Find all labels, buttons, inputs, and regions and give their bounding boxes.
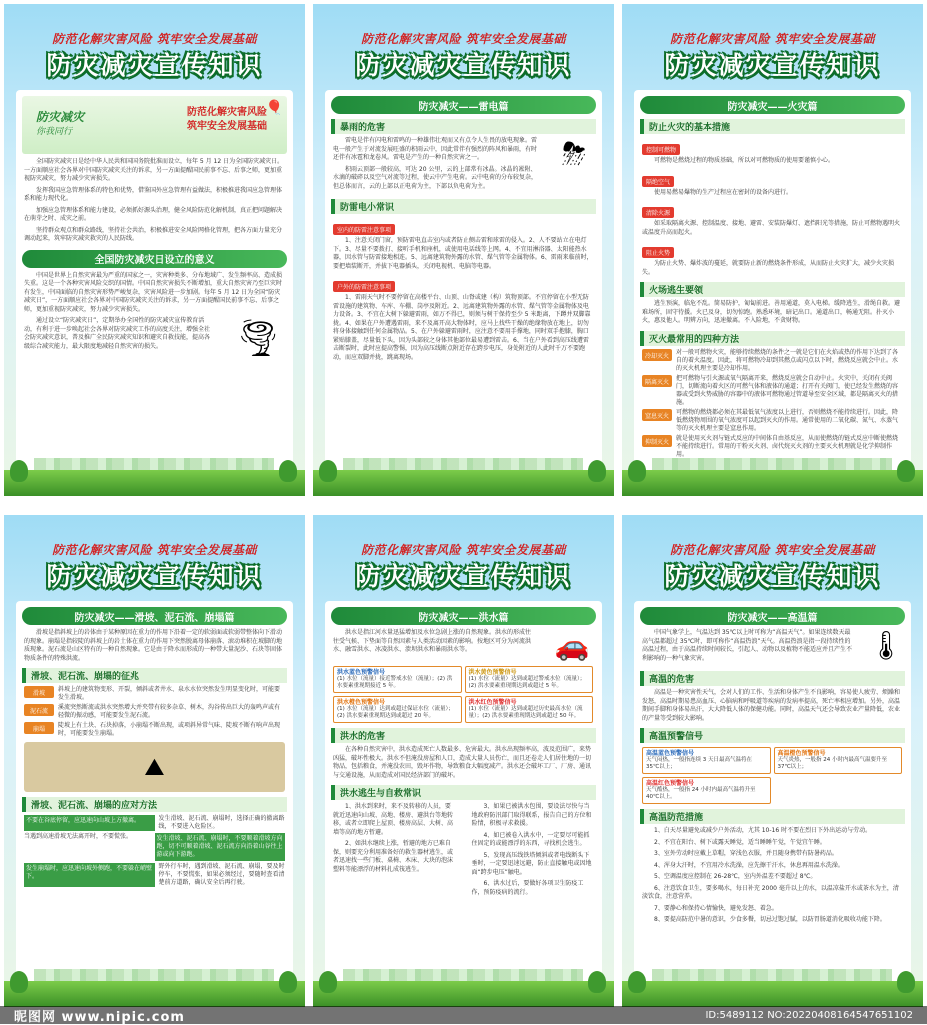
warning-text: 天气炎热，一般指 24 小时内最高气温要升至 37℃以上； [777, 757, 887, 770]
poster-panel-2 [313, 4, 614, 496]
grass [622, 981, 923, 1007]
sign-row [24, 722, 285, 738]
paragraph: 通过设立“防灾减灾日”，定期举办全国性的防灾减灾宣传教育活动，有利于进一步唤起社会各界对防灾减灾工作的高度关注，增强全社会防灾减灾意识，普及推广全民防灾减灾知识和避灾自救技能，提高各级综合减灾能力，最大限度地减轻自然灾害的损失。 [24, 317, 211, 350]
tag: 室内的防雷注意事项 [333, 224, 395, 235]
response-tip: 发生崩塌时，应迅速向坡外侧跑，不要躲在峭壁下。 [24, 863, 155, 887]
slogan: 防范化解灾害风险 筑牢安全发展基础 [361, 543, 566, 557]
sub-header: 洪水逃生与自救常识 [331, 785, 596, 800]
sub-header: 滑坡、泥石流、崩塌的征兆 [22, 668, 287, 683]
sign-text: 溪流突然断流或洪水突然增大并夹带有较多杂草、树木，沟谷传出巨大的轰鸣声或有轻微的振动感，可能要发生泥石流。 [58, 704, 281, 719]
paragraph: 2、不宜在阳台、树下或露天睡觉，适当睡睡午觉，午觉宜午睡。 [654, 838, 826, 846]
warning-text: (1) 水位（流量）达到或超过警戒水位（流量）；(2) 洪水要素重现期达到或超过 5 年。 [468, 676, 586, 689]
paragraph: 5、空调温度应控制在 26-28℃，室内外温差不要超过 8℃。 [654, 873, 817, 880]
content-card [16, 90, 293, 470]
flood-car-icon: 🚗 [554, 629, 590, 662]
section-header: 防灾减灾——雷电篇 [331, 96, 596, 114]
paragraph: 1、洪水到来时，来不及转移的人员，要就近迅速向山坡、高地、楼房、避洪台等地转移，或者立即爬上屋顶、楼房高层、大树、高墙等高的地方暂避。 [333, 803, 454, 836]
banner-title: 防灾减灾 [36, 110, 85, 124]
method-text: 把可燃物与引火源或氧气隔离开来，燃烧反应就会自动中止。火灾中，关闭有关阀门，切断流向着火区的可燃气体和液体的通道；打开有关阀门，使已经发生燃烧的容器或受到火势威胁的容器中的液体可燃物通过管道导至安全区域，都是隔离灭火的措施。 [676, 374, 899, 406]
banner-slogan [187, 106, 267, 134]
sub-header: 火场逃生要领 [640, 282, 905, 297]
tag: 清除火源 [642, 207, 674, 218]
sign-tag: 崩塌 [24, 722, 54, 734]
paragraph: 3、如果已被洪水包围，要设法尽快与当地政府防汛部门取得联系，报告自己的方位和险情，积极寻求救援。 [471, 803, 592, 827]
method-row [642, 349, 903, 373]
paragraph: 4、如已被卷入洪水中，一定要尽可能抓住固定的或能漂浮的东西，寻找机会逃生。 [471, 831, 590, 847]
tree-icon [628, 971, 646, 993]
method-tag: 抑制灭火 [642, 435, 672, 447]
warning-title: 高温红色预警信号 [646, 780, 695, 787]
response-text: 发生滑坡、泥石流、崩塌时，选择正确的撤离路线，不要进入危险区。 [158, 815, 285, 830]
paragraph: 滑坡是指斜坡上的岩体由于某种原因在重力的作用下沿着一定的软弱面或软弱带整体向下滑动的现象。崩塌是指较陡的斜坡上的岩土体在重力的作用下突然脱离母体崩落、滚动堆积在坡脚的地质现象。泥石流是山区特有的一种自然现象。它是由于降水而形成的一种带大量泥沙、石块等固体物质条件的特殊洪流。 [24, 629, 283, 662]
warning-title: 洪水橙色预警信号 [337, 699, 386, 706]
paragraph: 6、注意饮食卫生，要多喝水，每日补充 2000 毫升以上的水，以温凉盐开水或茶水为主，清淡饮食，注意营养。 [642, 884, 899, 900]
warning-text: (1) 水位（流量）达到或超过历史最高水位（流量）；(2) 洪水要素重现期达到或超过 50 年。 [468, 706, 583, 719]
heat-warning-red [642, 777, 771, 804]
paragraph: 洪水是指江河水量迅猛增加及水位急剧上涨的自然现象。洪水的形成往往受气候、下垫面等自然因素与人类活动因素的影响。按地区可分为河流洪水、融雪洪水、冰凌洪水、溃坝洪水和暴雨洪水等。 [333, 629, 532, 653]
paragraph: 积雨云顶部一般较高，可达 20 公里，云的上部常有冰晶。冰晶的凇附、水滴的破碎以及空气对流等过程，使云中产生电荷。云中电荷的分布较复杂，但总体而言，云的上部以正电荷为主，下部以负电荷为主。 [333, 165, 538, 190]
paragraph: 中国气象学上，气温达到 35℃以上时可称为“高温天气”。如果连续数天最高气温都超过 35℃时，即可称作“高温热浪”天气。高温热浪是指一段持续性的高温过程，由于高温持续时间较长，引起人、动物以及植物不能适应并且产生不利影响的一种气象灾害。 [642, 629, 853, 662]
banner-subtitle: 你我同行 [36, 127, 73, 137]
grass [4, 981, 305, 1007]
paragraph: 雷电是伴有闪电和雷鸣的一种雄伟壮观而又有点令人生畏的放电现象。雷电一般产生于对流发展旺盛的积雨云中，因此常伴有强烈的阵风和暴雨，有时还伴有冰雹和龙卷风。雷电是产生的一种自然灾害之一。 [333, 137, 538, 161]
sign-text: 斜坡上的建筑物变形、开裂，倾斜或者井水、泉水水位突然发生明显变化时，可能要发生滑坡。 [58, 686, 281, 701]
poster-title: 防灾减灾宣传知识 [355, 562, 572, 591]
paragraph: 逃生预演，临危不乱。简易防护，匍匐前进。善用通道，莫入电梯。缓降逃生，滑绳自救。避难场所，固守待援。火已及身，切勿惊跑。熟悉环境，暗记出口。通道出口，畅通无阻。扑灭小火，惠及他人。明辨方向，迅速撤离。不入险地，不贪财物。 [642, 300, 901, 324]
sub-header: 灭火最常用的四种方法 [640, 331, 905, 346]
paragraph: 5、发现高压线铁塔倾斜或者电线断头下垂时，一定要迅速远避，防止直接触电或因地面“跨步电压”触电。 [471, 851, 592, 876]
section-header: 防灾减灾——洪水篇 [331, 607, 596, 625]
tree-icon [897, 971, 915, 993]
poster-panel-3 [622, 4, 923, 496]
sign-row [24, 686, 285, 702]
tree-icon [897, 460, 915, 482]
tree-icon [588, 460, 606, 482]
tag: 阻止火势 [642, 247, 674, 258]
warning-title: 高温蓝色预警信号 [646, 750, 695, 757]
method-tag: 窒息灭火 [642, 409, 672, 421]
grass [622, 470, 923, 496]
landslide-illustration: ⛰ [24, 742, 285, 792]
paragraph: 中国是世界上自然灾害最为严重的国家之一，灾害种类多、分布地域广、发生频率高、造成损失重。这是一个各种灾害风险交织的国情。中国自然灾害损失不断增加，重大自然灾害乃至巨灾时有发生，中国面临的自然灾害形势严峻复杂，灾害风险进一步加剧。每年 5 月 12 日为全国“防灾减灾日”，一方面顺应社会各界对中国防灾减灾关注的诉求，另一方面提醒国民前事不忘、后事之师，更加重视防灾减灾，努力减少灾害损失。 [24, 271, 283, 313]
response-row [24, 833, 285, 861]
method-tag: 隔离灭火 [642, 375, 672, 387]
image-id: ID:5489112 NO:20220408164547651102 [705, 1009, 913, 1021]
method-tag: 冷却灭火 [642, 349, 672, 361]
tag: 户外的防雷注意事项 [333, 281, 395, 292]
watermark-bar [0, 1006, 927, 1024]
poster-title: 防灾减灾宣传知识 [664, 562, 881, 591]
tree-icon [279, 460, 297, 482]
paragraph: 2、如洪水继续上涨，暂避的地方已难自保，则要充分利用准备好的救生器材逃生，或者迅速找一些门板、桌椅、木床、大块的泡沫塑料等能漂浮的材料扎成筏逃生。 [333, 840, 454, 873]
method-text: 对一般可燃物火灾，能够持续燃烧的条件之一就是它们在火焰或热的作用下达到了各自的着火温度。因此，将可燃物冷却到其燃点或闪点以下时，燃烧反应就会中止。水的灭火机理主要是冷却作用。 [676, 348, 899, 372]
slogan: 防范化解灾害风险 筑牢安全发展基础 [361, 32, 566, 46]
banner-slogan-1: 防范化解灾害风险 [187, 107, 267, 118]
paragraph: 加强应急管理体系和能力建设，必须抓好源头治理，健全风险防范化解机制，真正把问题解决在萌芽之时、成灾之前。 [24, 206, 283, 222]
warning-title: 洪水蓝色预警信号 [337, 669, 386, 676]
method-row [642, 375, 903, 407]
response-tip: 不要在谷底停留，应迅速向山坡上方撤离。 [24, 815, 155, 831]
sub-header: 高温防范措施 [640, 809, 905, 824]
grass [313, 981, 614, 1007]
paragraph: 1、雷雨天气时不要停留在高楼平台、山顶、山脊或建（构）筑物顶部。不宜停留在小型无防雷设施的建筑物、车库、车棚、岗亭及附近。2、远离建筑物外露的水管、煤气管等金属物体及电力设备。3、不宜在大树下躲避雷雨，如万不得已，则须与树干保持至少 5 米距离，下蹲并双脚靠拢。4、如果在户外遭遇雷雨，来不及离开高大物体时，应马上找些干燥的绝缘物放在地上，切勿将身体接触到任何金属物品。5、在户外躲避雷雨时，应注意不要用手撑地，同时双手抱膝，胸口紧贴膝盖，尽量低下头，因为头部较之身体其他部位最易遭到雷击。6、当在户外看到高压线遭雷击断裂时，此时应提高警惕，因为高压线断点附近存在跨步电压，身处附近的人此时千万不要跑动，而应双脚并拢，跳离现场。 [333, 294, 591, 361]
warning-title: 洪水黄色预警信号 [468, 669, 517, 676]
sub-header: 防雷电小常识 [331, 199, 596, 214]
section-header: 防灾减灾——滑坡、泥石流、崩塌篇 [22, 607, 287, 625]
method-text: 就是使用灭火剂与链式反应的中间体自由基反应，从而使燃烧的链式反应中断使燃烧不能持续进行。常用的干粉灭火剂、卤代烷灭火剂的主要灭火机理就是化学抑制作用。 [676, 434, 899, 458]
warning-title: 洪水红色预警信号 [468, 699, 517, 706]
method-row [642, 409, 903, 433]
paragraph: 8、要提高防范中暑的意识，少食多餐，切忌过饱过腻，以防胃肠道消化吸收功能下降。 [654, 916, 886, 923]
sub-header: 高温预警信号 [640, 728, 905, 743]
warning-grid [333, 666, 594, 723]
grass [4, 470, 305, 496]
response-row [24, 815, 285, 831]
sign-row [24, 704, 285, 720]
paragraph: 使用易燃易爆物的生产过程应在密封的设备内进行。 [654, 188, 793, 196]
warning-text: (1) 水位（流量）达到或超过保证水位（流量）；(2) 洪水要素重现期达到或超过 20 年。 [337, 706, 454, 719]
slogan: 防范化解灾害风险 筑牢安全发展基础 [670, 543, 875, 557]
slogan: 防范化解灾害风险 筑牢安全发展基础 [670, 32, 875, 46]
section-header: 防灾减灾——火灾篇 [640, 96, 905, 114]
sign-text: 陡坡上有土块、石块掉落，小崩塌不断出现，或项斜异常气味、陡坡不断有响声出现时，可能要发生崩塌。 [58, 722, 281, 737]
paragraph: 7、要静心和保持心情愉快，避免发怒、着急。 [654, 904, 778, 912]
paragraph: 高温是一种灾害性天气，会对人们的工作、生活和身体产生不良影响，容易使人疲劳、烦躁和发怒，高温时期易患高血压、心脑病和呼吸道等疾病的发病率提高，死亡率相应增加。另外，高温期间手脚和身体易出汗，大大降低人体的保健功能。同时，高温天气还会导致农业产量降低，农业的产量等受到较大影响。 [642, 689, 901, 722]
poster-panel-6 [622, 515, 923, 1007]
poster-panel-1 [4, 4, 305, 496]
response-row [24, 863, 285, 887]
paragraph: 全国防灾减灾日是经中华人民共和国国务院批准而设立，每年 5 月 12 日为全国防灾减灾日。一方面顺应社会各界对中国防灾减灾关注的诉求，另一方面提醒国民前事不忘、后事之师，更加重视防灾减灾，努力减少灾害损失。 [24, 158, 284, 182]
tree-icon [10, 971, 28, 993]
response-text: 当遇到高速滑坡无法离开时，不要慌张。 [24, 833, 133, 840]
content-card [325, 601, 602, 981]
sign-tag: 泥石流 [24, 704, 54, 716]
paragraph: 4、浑身大汗时，不宜用冷水洗澡，应先擦干汗水，休息再用温水洗澡。 [654, 861, 844, 869]
paragraph: 在各种自然灾害中，洪水造成死亡人数最多、危害最大。洪水出现频率高，波及范围广，来势凶猛，破坏性极大。洪水不但淹没房屋和人口，造成大量人员伤亡，而且还卷走人们居住地的一切物品，包括粮食，并淹没农田，毁坏作物，导致粮食大幅度减产。洪水还会破坏工厂、厂房、通讯与交通设施，从而造成对国民经济部门的破坏。 [333, 746, 592, 779]
tag: 隔绝空气 [642, 176, 674, 187]
content-card [16, 601, 293, 981]
poster-title: 防灾减灾宣传知识 [355, 51, 572, 80]
sign-tag: 滑坡 [24, 686, 54, 698]
tree-icon [319, 971, 337, 993]
warning-text: 天气闷热，一般指连续 3 天日最高气温将在 35℃以上； [646, 757, 752, 770]
content-card [634, 90, 911, 470]
method-row [642, 435, 903, 459]
warning-text: 天气酷热，一般指 24 小时内最高气温将升至 40℃以上。 [646, 787, 756, 800]
tree-icon [279, 971, 297, 993]
slogan: 防范化解灾害风险 筑牢安全发展基础 [52, 543, 257, 557]
paragraph: 为防止火势、爆炸波的蔓延，就要防止新的燃烧条件形成，从而防止火灾扩大，减少火灾损失。 [642, 260, 895, 276]
warning-text: (1) 水位（流量）接近警戒水位（流量）；(2) 洪水要素重现期接近 5 年。 [337, 676, 453, 689]
poster-title: 防灾减灾宣传知识 [46, 51, 263, 80]
section-header: 防灾减灾——高温篇 [640, 607, 905, 625]
tag: 控制可燃物 [642, 144, 680, 155]
banner-slogan-2: 筑牢安全发展基础 [187, 121, 267, 132]
sub-header: 洪水的危害 [331, 728, 596, 743]
warning-title: 高温橙色预警信号 [777, 750, 826, 757]
warning-orange [333, 696, 462, 723]
sub-header: 防止火灾的基本措施 [640, 119, 905, 134]
slogan: 防范化解灾害风险 筑牢安全发展基础 [52, 32, 257, 46]
warning-red [465, 696, 594, 723]
heat-warning-grid [642, 747, 903, 804]
heat-warning-orange [774, 747, 903, 774]
poster-title: 防灾减灾宣传知识 [664, 51, 881, 80]
tornado-house-icon: 🌪 [235, 318, 281, 359]
poster-title: 防灾减灾宣传知识 [46, 562, 263, 591]
content-card [325, 90, 602, 470]
warning-yellow [465, 666, 594, 693]
content-card [634, 601, 911, 981]
method-text: 可燃物的燃烧都必须在其最低氧气浓度以上进行，否则燃烧不能持续进行。因此，降低燃烧物周围的氧气浓度可以起到灭火的作用。通常使用的二氧化碳、氮气、水蒸气等的灭火机理主要是窒息作用。 [676, 408, 899, 432]
paragraph: 1、注意关闭门窗，预防雷电直击室内或者防止侧击雷和球雷的侵入。2、人不要站立在电灯下。3、尽量不要拨打、接听手机和座机，或使用电话线等上网。4、不宜用淋浴器、太阳能热水器，因水管与防雷接地相连。5、远离建筑物外露的水管、煤气管等金属物体。6、雷雨来临前时，要把墙装断开，并拔下电器插头，关闭电视机、电脑等电器。 [333, 237, 593, 270]
poster-panel-4 [4, 515, 305, 1007]
paragraph: 3、室外劳动时应戴上草帽，穿浅色衣服，并且随身携带有防暑药品。 [654, 850, 838, 857]
site-logo: 昵图网 www.nipic.com [14, 1009, 185, 1025]
paragraph: 坚持群众观点和群众路线，坚持社会共治，积极推进安全风险网格化管理，把各方面力量充分调动起来，筑牢防灾减灾救灾的人民防线。 [24, 226, 283, 242]
sub-header: 高温的危害 [640, 671, 905, 686]
grass [313, 470, 614, 496]
warning-blue [333, 666, 462, 693]
balloon-icon: 🎈 [265, 100, 283, 116]
thermometer-icon: 🌡 [868, 629, 904, 662]
paragraph: 可燃物是燃烧过程的物质基础，所以对可燃物质的使用要谨慎小心。 [654, 157, 835, 164]
response-tip: 发生滑坡、泥石流、崩塌时，不要顺着滑坡方向跑，切不可顺着滑坡、泥石流方向沿着山谷往上游或向下游跑。 [155, 833, 286, 861]
thunder-cloud-icon: ⛈ [562, 137, 586, 172]
tree-icon [10, 460, 28, 482]
paragraph: 如采取隔离火源、控制温度、接地、避雷、安装防爆灯、遮挡阳光等措施，防止可燃物遇明火或温度升高而起火。 [642, 220, 901, 236]
poster-panel-5 [313, 515, 614, 1007]
section-header: 全国防灾减灾日设立的意义 [22, 250, 287, 268]
heat-warning-blue [642, 747, 771, 774]
banner [22, 96, 287, 154]
paragraph: 1、白天尽量避免或减少户外活动，尤其 10-16 时不要在烈日下外出运动与劳动。 [654, 827, 872, 834]
paragraph: 6、洪水过后，要做好各项卫生防疫工作，预防疫病的流行。 [471, 880, 584, 896]
response-text: 野外行车时，遇到滑坡、泥石流、崩塌，要及时停车，不要慌张，如果必须经过，要随时查看清楚前方道路，确认安全后再行驶。 [158, 863, 285, 886]
sub-header: 滑坡、泥石流、崩塌的应对方法 [22, 797, 287, 812]
tree-icon [628, 460, 646, 482]
tree-icon [588, 971, 606, 993]
paragraph: 发挥我国应急管理体系的特色和优势，借鉴国外应急管理有益做法，积极推进我国应急管理体系和能力现代化。 [24, 186, 283, 202]
sub-header: 暴雨的危害 [331, 119, 596, 134]
tree-icon [319, 460, 337, 482]
